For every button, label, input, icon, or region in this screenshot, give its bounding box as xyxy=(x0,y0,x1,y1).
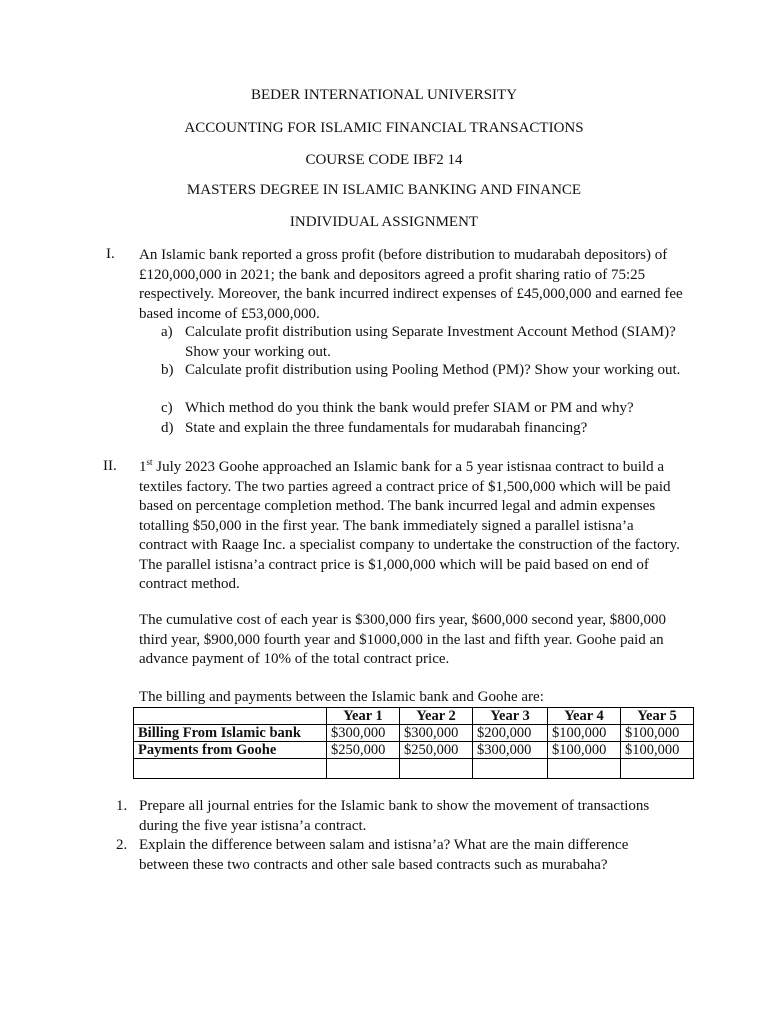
item-text: State and explain the three fundamentals for mudarabah financing? xyxy=(185,420,588,436)
table-cell xyxy=(327,759,400,779)
table-cell xyxy=(473,759,548,779)
table-header-cell xyxy=(134,708,327,725)
table-empty-row xyxy=(134,759,694,779)
question-1-number: I. xyxy=(106,246,115,262)
table-header-cell: Year 4 xyxy=(548,708,621,725)
question-2-body: July 2023 Goohe approached an Islamic bank for a 5 year istisnaa contract to build a textiles factory. The two parties agreed a contract price of $1,500,000 which will be paid based on percentage completion method. The bank incurred legal and admin expenses totalling $50,000 in the first year. The bank immediately signed a parallel istisna’a contract with Raage Inc. a specialist company to undertake the construction of the factory. The parallel istisna’a contract price is $1,000,000 which will be paid based on end of contract method. xyxy=(139,459,680,592)
table-cell: $300,000 xyxy=(327,725,400,742)
table-cell: $200,000 xyxy=(473,725,548,742)
table-cell: $300,000 xyxy=(473,742,548,759)
date-suffix: st xyxy=(146,457,153,467)
table-row xyxy=(134,742,694,759)
table-cell: $100,000 xyxy=(621,725,694,742)
table-cell xyxy=(400,759,473,779)
item-label: a) xyxy=(161,324,173,340)
question-2-text xyxy=(139,458,684,595)
degree-title: MASTERS DEGREE IN ISLAMIC BANKING AND FINANCE xyxy=(186,182,582,198)
item-label: c) xyxy=(161,400,173,416)
university-title: BEDER INTERNATIONAL UNIVERSITY xyxy=(250,87,518,103)
table-cell xyxy=(134,759,327,779)
table-cell: $100,000 xyxy=(548,725,621,742)
table-header-cell: Year 3 xyxy=(473,708,548,725)
question-2-cost-text: The cumulative cost of each year is $300,000 firs year, $600,000 second year, $800,000 third year, $900,000 fourth year and $1000,000 in the last and fifth year. Goohe paid an advance payment of 10% of the total contract price. xyxy=(139,612,666,667)
table-row xyxy=(134,725,694,742)
table-cell: $250,000 xyxy=(327,742,400,759)
table-cell xyxy=(548,759,621,779)
item-label: d) xyxy=(161,420,174,436)
item-text: Which method do you think the bank would prefer SIAM or PM and why? xyxy=(185,400,634,416)
table-header-cell: Year 5 xyxy=(621,708,694,725)
table-cell: $100,000 xyxy=(621,742,694,759)
course-title: ACCOUNTING FOR ISLAMIC FINANCIAL TRANSACTIONS xyxy=(184,120,584,136)
question-1-text: An Islamic bank reported a gross profit (before distribution to mudarabah depositors) of £120,000,000 in 2021; the bank and depositors agreed a profit sharing ratio of 75:25 respectively. Moreover, the bank incurred indirect expenses of £45,000,000 and earned fee based income of £53,000,000. xyxy=(139,247,683,322)
task-text: Prepare all journal entries for the Islamic bank to show the movement of transactions during the five year istisna’a contract. xyxy=(139,798,650,834)
date-day: 1 xyxy=(139,459,147,475)
item-text: Calculate profit distribution using Pooling Method (PM)? Show your working out. xyxy=(185,362,681,378)
task-number: 1. xyxy=(116,798,128,814)
table-cell: $300,000 xyxy=(400,725,473,742)
table-cell: $250,000 xyxy=(400,742,473,759)
task-text: Explain the difference between salam and istisna’a? What are the main difference between these two contracts and other sale based contracts such as murabaha? xyxy=(139,837,629,873)
table-row-label: Billing From Islamic bank xyxy=(134,725,327,742)
table-header-cell: Year 2 xyxy=(400,708,473,725)
task-number: 2. xyxy=(116,837,128,853)
table-header-row xyxy=(134,708,694,725)
table-cell xyxy=(621,759,694,779)
billing-table xyxy=(133,707,694,779)
table-cell: $100,000 xyxy=(548,742,621,759)
table-row-label: Payments from Goohe xyxy=(134,742,327,759)
question-2-number: II. xyxy=(103,458,117,474)
course-code: COURSE CODE IBF2 14 xyxy=(305,152,463,168)
item-label: b) xyxy=(161,362,174,378)
assignment-title: INDIVIDUAL ASSIGNMENT xyxy=(289,214,479,230)
item-text: Calculate profit distribution using Separate Investment Account Method (SIAM)? Show your working out. xyxy=(185,324,676,360)
table-header-cell: Year 1 xyxy=(327,708,400,725)
table-intro: The billing and payments between the Islamic bank and Goohe are: xyxy=(139,689,544,705)
